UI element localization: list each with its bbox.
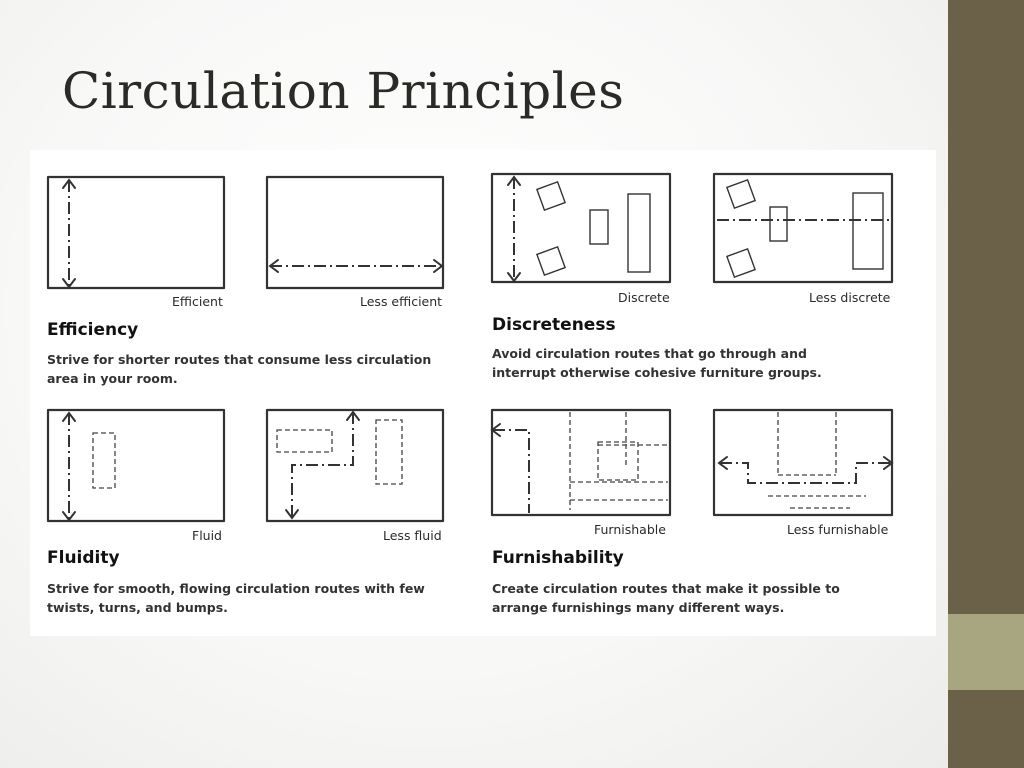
desc-fluidity: Strive for smooth, flowing circulation routes with few twists, turns, and bumps. (47, 581, 425, 615)
desc-furnishability: Create circulation routes that make it possible to arrange furnishings many different ways. (492, 581, 840, 615)
caption-fluid: Fluid (192, 528, 222, 543)
heading-efficiency: Efficiency (47, 320, 139, 340)
caption-furnishable: Furnishable (594, 522, 666, 537)
less-fluid-sketch (267, 410, 443, 521)
less-furnishable-sketch (714, 410, 892, 515)
slide-title: Circulation Principles (62, 62, 625, 120)
less-efficient-sketch (267, 177, 443, 288)
furnishable-sketch (492, 410, 670, 515)
caption-less-fluid: Less fluid (383, 528, 442, 543)
less-discrete-sketch (714, 174, 892, 282)
heading-furnishability: Furnishability (492, 548, 624, 568)
caption-efficient: Efficient (172, 294, 223, 309)
efficient-sketch (48, 177, 224, 288)
sketch-diagrams (30, 150, 936, 636)
caption-less-furnishable: Less furnishable (787, 522, 889, 537)
caption-less-discrete: Less discrete (809, 290, 891, 305)
discrete-sketch (492, 174, 670, 282)
caption-less-efficient: Less efficient (360, 294, 443, 309)
fluid-sketch (48, 410, 224, 521)
heading-discreteness: Discreteness (492, 315, 616, 335)
desc-efficiency: Strive for shorter routes that consume less circulation area in your room. (47, 352, 432, 386)
caption-discrete: Discrete (618, 290, 670, 305)
desc-discreteness: Avoid circulation routes that go through and interrupt otherwise cohesive furniture groups. (492, 346, 822, 380)
heading-fluidity: Fluidity (47, 548, 120, 568)
principles-figure (30, 150, 936, 636)
side-accent-block (948, 614, 1024, 690)
